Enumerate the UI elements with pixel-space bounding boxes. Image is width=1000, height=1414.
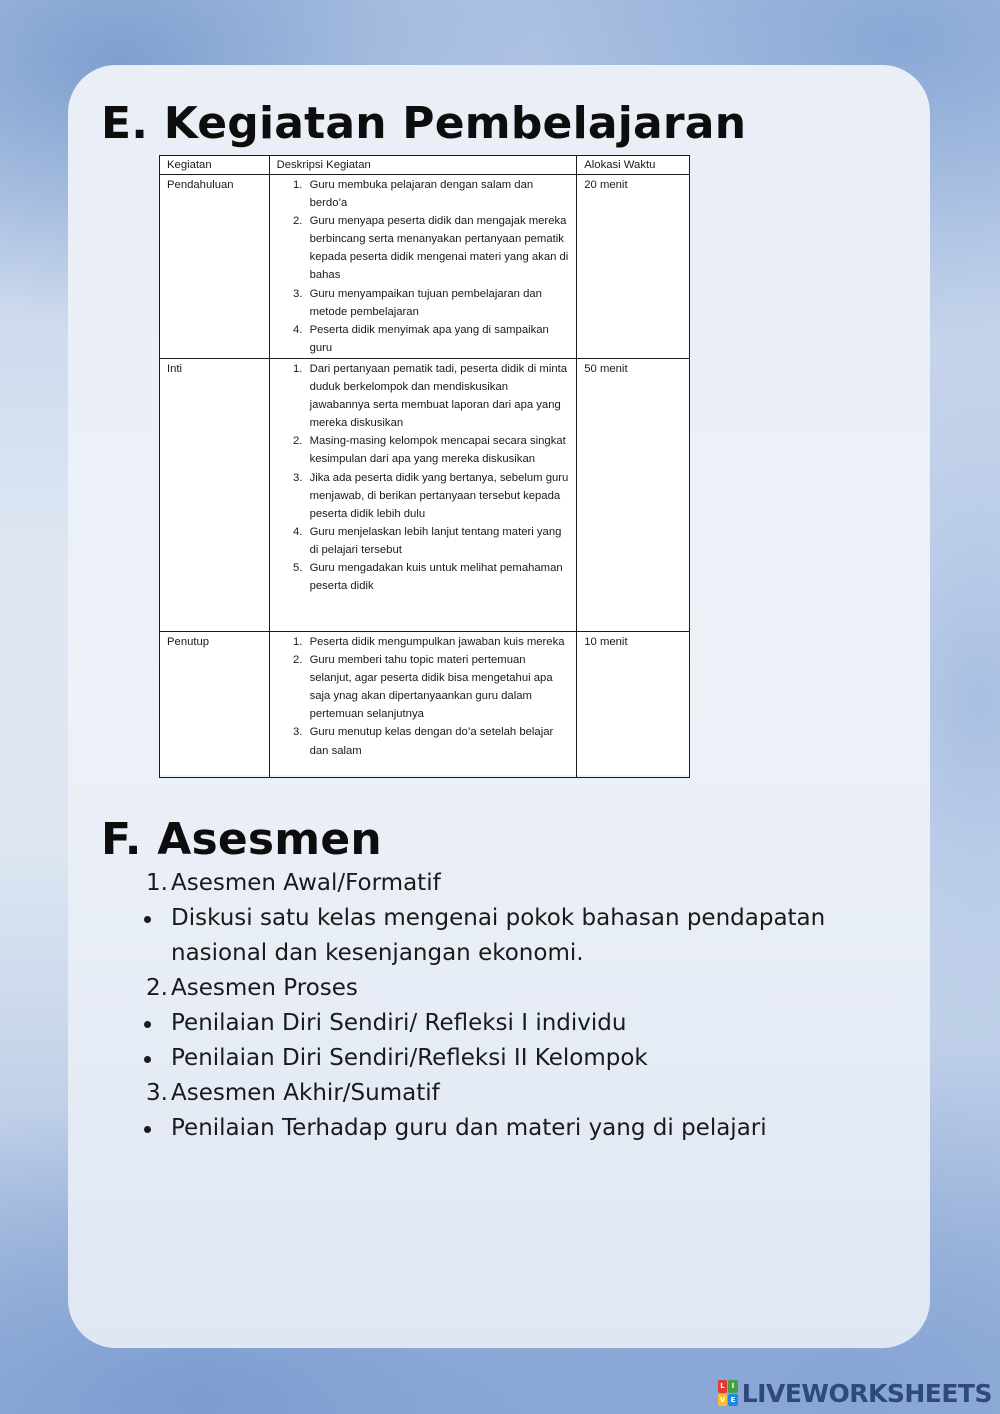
steps-list — [277, 633, 571, 760]
step-item: 3. Jika ada peserta didik yang bertanya, sebelum guru menjawab, di berikan pertanyaan tersebut kepada peserta didik lebih dulu — [306, 469, 571, 523]
step-item: 2. Guru menyapa peserta didik dan mengajak mereka berbincang serta menanyakan pertanyaan pematik kepada peserta didik mengenai materi yang akan di bahas — [306, 212, 571, 284]
cell-deskripsi — [269, 631, 577, 777]
list-item-text: Penilaian Terhadap guru dan materi yang di pelajari — [171, 1115, 767, 1141]
step-item: 1. Guru membuka pelajaran dengan salam dan berdo’a — [306, 176, 571, 212]
header-deskripsi: Deskripsi Kegiatan — [269, 156, 577, 175]
cell-kegiatan: Penutup — [160, 631, 270, 777]
cell-waktu: 10 menit — [577, 631, 690, 777]
step-item: 2. Guru memberi tahu topic materi pertemuan selanjut, agar peserta didik bisa mengetahui apa saja ynag akan dipertanyaankan guru dalam pertemuan selanjutnya — [306, 651, 571, 723]
step-item: 4. Guru menjelaskan lebih lanjut tentang materi yang di pelajari tersebut — [306, 523, 571, 559]
logo-tile: V — [718, 1394, 728, 1407]
cell-kegiatan: Pendahuluan — [160, 175, 270, 359]
table-row-penutup — [160, 631, 690, 777]
liveworksheets-logo-icon — [718, 1380, 738, 1406]
cell-deskripsi — [269, 175, 577, 359]
kegiatan-table-wrapper — [159, 155, 690, 775]
cell-kegiatan: Inti — [160, 358, 270, 631]
logo-tile: I — [728, 1380, 738, 1393]
header-kegiatan: Kegiatan — [160, 156, 270, 175]
steps-list — [277, 176, 571, 357]
step-item: 2. Masing-masing kelompok mencapai secara singkat kesimpulan dari apa yang mereka diskusikan — [306, 432, 571, 468]
list-number: 2. — [146, 975, 168, 1001]
step-item: 5. Guru mengadakan kuis untuk melihat pemahaman peserta didik — [306, 559, 571, 595]
cell-waktu: 20 menit — [577, 175, 690, 359]
table-row-inti — [160, 358, 690, 631]
step-item: 1. Peserta didik mengumpulkan jawaban kuis mereka — [306, 633, 571, 651]
list-item — [101, 1041, 881, 1076]
step-item: 3. Guru menutup kelas dengan do’a setelah belajar dan salam — [306, 723, 571, 759]
bullet-icon — [144, 916, 151, 923]
bullet-icon — [144, 1126, 151, 1133]
cell-deskripsi — [269, 358, 577, 631]
bullet-icon — [144, 1021, 151, 1028]
step-item: 4. Peserta didik menyimak apa yang di sampaikan guru — [306, 321, 571, 357]
section-e-title: E. Kegiatan Pembelajaran — [101, 98, 747, 149]
list-number: 1. — [146, 870, 168, 896]
section-f-title: F. Asesmen — [101, 814, 382, 865]
asesmen-list — [101, 866, 881, 1146]
list-item — [101, 971, 881, 1006]
bullet-icon — [144, 1056, 151, 1063]
list-item — [101, 901, 881, 971]
list-item — [101, 866, 881, 901]
list-item-text: Penilaian Diri Sendiri/Refleksi II Kelompok — [171, 1045, 648, 1071]
liveworksheets-branding[interactable] — [718, 1378, 992, 1408]
table-row-pendahuluan — [160, 175, 690, 359]
brand-name: LIVEWORKSHEETS — [741, 1378, 992, 1408]
step-item: 3. Guru menyampaikan tujuan pembelajaran dan metode pembelajaran — [306, 285, 571, 321]
list-item-text: Asesmen Akhir/Sumatif — [171, 1080, 440, 1106]
list-item-text: Diskusi satu kelas mengenai pokok bahasan pendapatan nasional dan kesenjangan ekonomi. — [171, 905, 826, 966]
cell-waktu: 50 menit — [577, 358, 690, 631]
list-item-text: Asesmen Proses — [171, 975, 358, 1001]
list-item — [101, 1111, 881, 1146]
logo-tile: L — [718, 1380, 728, 1393]
list-number: 3. — [146, 1080, 168, 1106]
list-item-text: Penilaian Diri Sendiri/ Refleksi I individu — [171, 1010, 627, 1036]
list-item — [101, 1006, 881, 1041]
logo-tile: E — [728, 1394, 738, 1407]
header-alokasi-waktu: Alokasi Waktu — [577, 156, 690, 175]
steps-list — [277, 360, 571, 595]
table-header-row — [160, 156, 690, 175]
list-item-text: Asesmen Awal/Formatif — [171, 870, 441, 896]
list-item — [101, 1076, 881, 1111]
step-item: 1. Dari pertanyaan pematik tadi, peserta didik di minta duduk berkelompok dan mendiskusikan jawabannya serta membuat laporan dari apa yang mereka diskusikan — [306, 360, 571, 432]
kegiatan-table — [159, 155, 690, 778]
